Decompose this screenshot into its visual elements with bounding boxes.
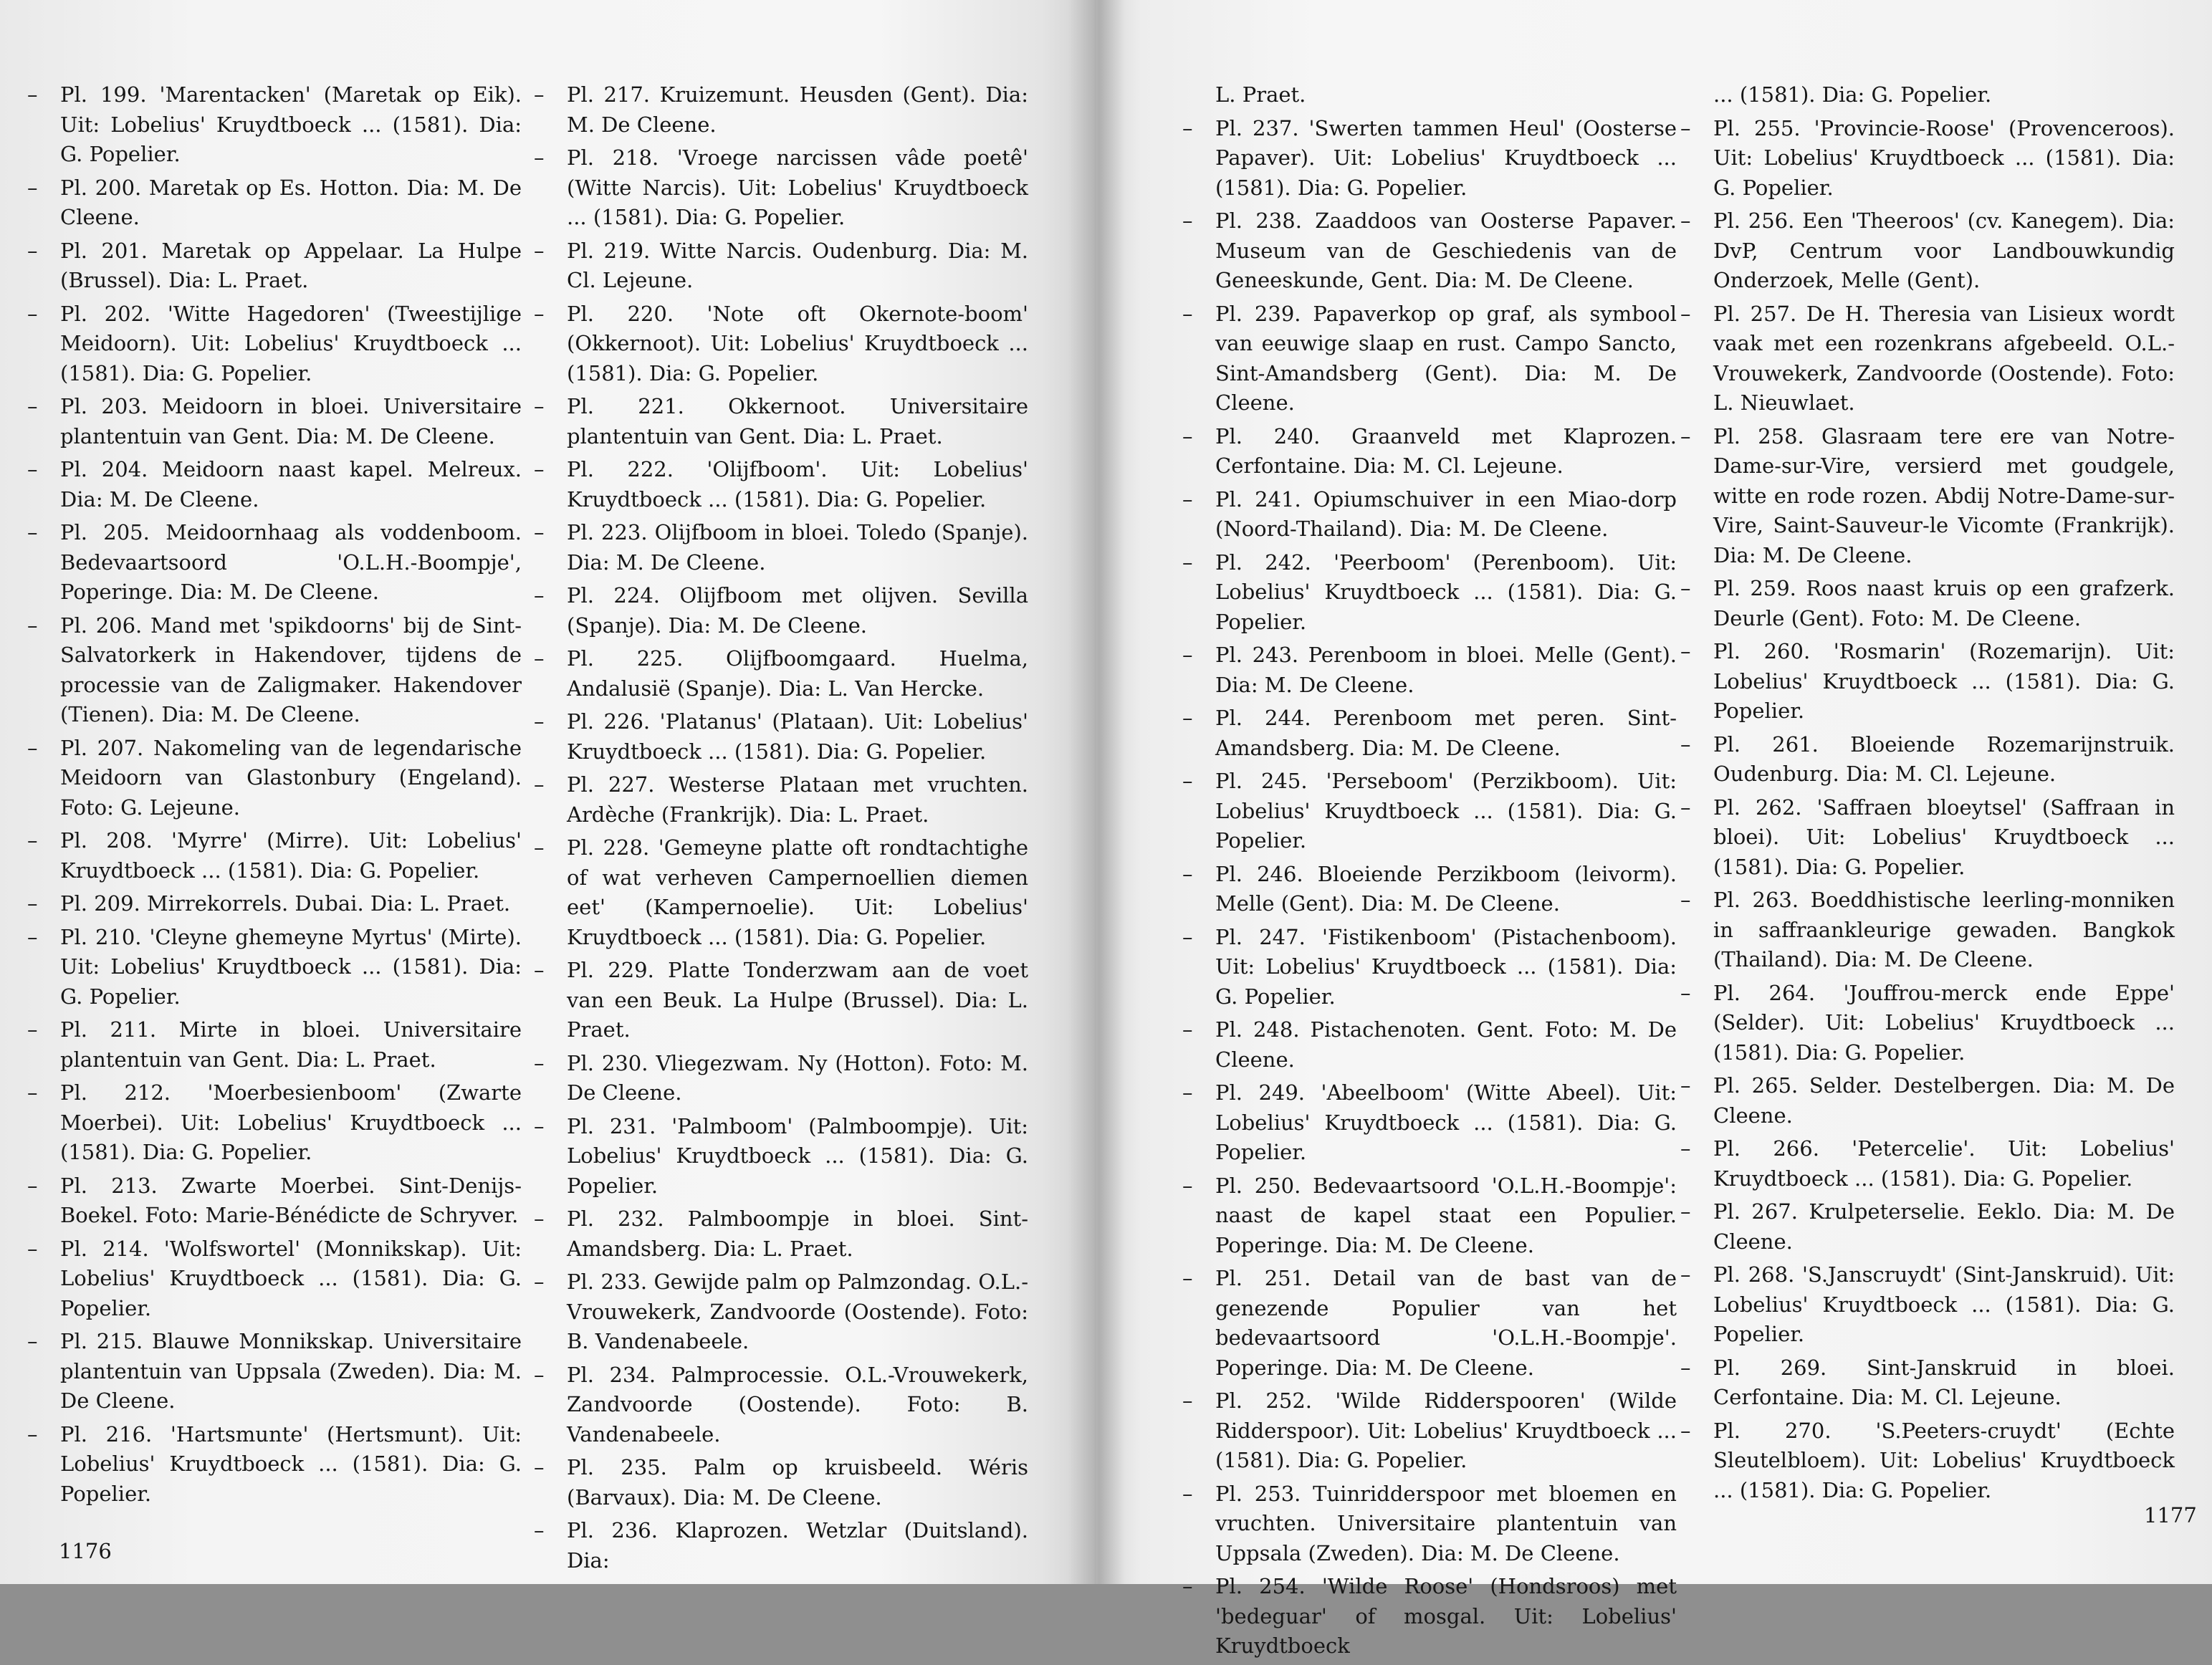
caption-text: Pl. 200. Maretak op Es. Hotton. Dia: M. De Cleene.	[60, 175, 522, 229]
continuation-line: L. Praet.	[1215, 82, 1306, 107]
list-dash: –	[534, 82, 545, 107]
caption-entry	[1680, 1353, 2175, 1413]
list-dash: –	[27, 1421, 38, 1446]
list-dash: –	[1182, 301, 1193, 326]
caption-entry	[27, 299, 522, 389]
list-dash: –	[534, 520, 545, 544]
caption-text: Pl. 234. Palmprocessie. O.L.-Vrouwekerk, Zandvoorde (Oostende). Foto: B. Vandenabeele.	[567, 1362, 1028, 1446]
list-dash: –	[1680, 115, 1691, 140]
list-dash: –	[1182, 423, 1193, 448]
caption-entry	[27, 1420, 522, 1510]
caption-text: Pl. 237. 'Swerten tammen Heul' (Oosterse Papaver). Uit: Lobelius' Kruydtboeck ... (1581). Dia: G. Popelier.	[1215, 115, 1677, 200]
caption-text: Pl. 225. Olijfboomgaard. Huelma, Andalusië (Spanje). Dia: L. Van Hercke.	[567, 646, 1028, 701]
list-dash: –	[27, 1080, 38, 1105]
caption-text: Pl. 220. 'Note oft Okernote-boom' (Okkernoot). Uit: Lobelius' Kruydtboeck ... (1581). Dia: G. Popelier.	[567, 301, 1028, 385]
caption-entry	[27, 734, 522, 823]
list-dash: –	[1182, 208, 1193, 233]
list-dash: –	[1182, 1481, 1193, 1506]
list-dash: –	[1182, 1017, 1193, 1042]
list-dash: –	[27, 613, 38, 638]
caption-entry	[534, 1361, 1028, 1450]
list-dash: –	[1680, 1073, 1691, 1098]
caption-text: Pl. 247. 'Fistikenboom' (Pistachenboom). Uit: Lobelius' Kruydtboeck ... (1581). Dia: G. Popelier.	[1215, 924, 1677, 1009]
caption-text: Pl. 256. Een 'Theeroos' (cv. Kanegem). Dia: DvP, Centrum voor Landbouwkundig Onderzoek, Melle (Gent).	[1713, 208, 2175, 292]
list-dash: –	[1680, 795, 1691, 820]
list-dash: –	[534, 709, 545, 734]
caption-entry	[534, 80, 1028, 140]
caption-text: Pl. 246. Bloeiende Perzikboom (leivorm). Melle (Gent). Dia: M. De Cleene.	[1215, 861, 1677, 916]
list-dash: –	[1680, 888, 1691, 912]
caption-text: Pl. 206. Mand met 'spikdoorns' bij de Sint-Salvatorkerk in Hakendover, tijdens de processie van de Zaligmaker. Hakendover (Tienen). Dia: M. De Cleene.	[60, 613, 522, 726]
caption-entry	[534, 1204, 1028, 1264]
caption-text: Pl. 236. Klaprozen. Wetzlar (Duitsland). Dia:	[567, 1518, 1028, 1573]
list-dash: –	[27, 828, 38, 853]
caption-entry	[27, 826, 522, 886]
caption-entry	[1680, 730, 2175, 790]
caption-entry	[1182, 1264, 1677, 1383]
list-dash: –	[534, 772, 545, 797]
caption-entry	[27, 518, 522, 608]
caption-entry	[27, 1327, 522, 1416]
caption-entry	[1680, 1134, 2175, 1194]
list-dash: –	[27, 457, 38, 481]
list-dash: –	[27, 82, 38, 107]
caption-text: Pl. 216. 'Hartsmunte' (Hertsmunt). Uit: Lobelius' Kruydtboeck ... (1581). Dia: G. Popelier.	[60, 1421, 522, 1506]
list-dash: –	[534, 646, 545, 671]
list-dash: –	[1182, 1574, 1193, 1598]
caption-entry	[27, 1015, 522, 1075]
caption-entry	[1182, 1015, 1677, 1075]
caption-entry	[534, 1516, 1028, 1575]
caption-entry	[534, 1453, 1028, 1512]
list-dash: –	[1182, 486, 1193, 512]
caption-entry	[1182, 1572, 1677, 1661]
caption-entry	[1182, 1386, 1677, 1476]
caption-entry	[534, 392, 1028, 451]
list-dash: –	[534, 1113, 545, 1138]
caption-text: Pl. 207. Nakomeling van de legendarische Meidoorn van Glastonbury (Engeland). Foto: G. Lejeune.	[60, 735, 522, 820]
caption-text: Pl. 222. 'Olijfboom'. Uit: Lobelius' Kruydtboeck ... (1581). Dia: G. Popelier.	[567, 457, 1028, 512]
list-dash: –	[534, 145, 545, 170]
caption-entry	[1680, 574, 2175, 633]
caption-text: Pl. 238. Zaaddoos van Oosterse Papaver. Museum van de Geschiedenis van de Geneeskunde, Gent. Dia: M. De Cleene.	[1215, 208, 1677, 292]
list-dash: –	[534, 394, 545, 418]
caption-entry	[1680, 1260, 2175, 1350]
caption-entry	[1680, 1071, 2175, 1131]
list-dash: –	[1182, 1266, 1193, 1290]
caption-entry	[534, 770, 1028, 830]
caption-text: Pl. 212. 'Moerbesienboom' (Zwarte Moerbei). Uit: Lobelius' Kruydtboeck ... (1581). Dia: G. Popelier.	[60, 1080, 522, 1164]
caption-entry	[27, 1171, 522, 1231]
caption-text: Pl. 214. 'Wolfswortel' (Monnikskap). Uit: Lobelius' Kruydtboeck ... (1581). Dia: G. Popelier.	[60, 1236, 522, 1320]
list-dash: –	[1680, 1136, 1691, 1161]
caption-entry	[1680, 1197, 2175, 1257]
list-dash: –	[1680, 208, 1691, 233]
caption-text: Pl. 267. Krulpeterselie. Eeklo. Dia: M. De Cleene.	[1713, 1199, 2175, 1254]
caption-entry	[534, 644, 1028, 704]
caption-text: Pl. 263. Boeddhistische leerling-monniken in saffraankleurige gewaden. Bangkok (Thailand). Dia: M. De Cleene.	[1713, 888, 2175, 971]
caption-entry	[1680, 422, 2175, 571]
caption-text: Pl. 264. 'Jouffrou-merck ende Eppe' (Selder). Uit: Lobelius' Kruydtboeck ... (1581). Dia: G. Popelier.	[1713, 980, 2175, 1065]
caption-text: Pl. 205. Meidoornhaag als voddenboom. Bedevaartsoord 'O.L.H.-Boompje', Poperinge. Dia: M. De Cleene.	[60, 520, 522, 604]
caption-text: Pl. 201. Maretak op Appelaar. La Hulpe (Brussel). Dia: L. Praet.	[60, 238, 522, 292]
caption-column-3	[1182, 80, 1677, 1665]
caption-text: Pl. 266. 'Petercelie'. Uit: Lobelius' Kruydtboeck ... (1581). Dia: G. Popelier.	[1713, 1136, 2175, 1191]
caption-entry	[1182, 640, 1677, 700]
caption-text: Pl. 241. Opiumschuiver in een Miao-dorp (Noord-Thailand). Dia: M. De Cleene.	[1215, 486, 1677, 541]
list-dash: –	[534, 457, 545, 481]
list-dash: –	[534, 1362, 545, 1387]
caption-text: Pl. 208. 'Myrre' (Mirre). Uit: Lobelius' Kruydtboeck ... (1581). Dia: G. Popelier.	[60, 828, 522, 883]
list-dash: –	[1680, 1418, 1691, 1443]
caption-entry	[1680, 1416, 2175, 1506]
caption-entry	[27, 80, 522, 170]
caption-text: Pl. 233. Gewijde palm op Palmzondag. O.L.-Vrouwekerk, Zandvoorde (Oostende). Foto: B. Vandenabeele.	[567, 1270, 1028, 1353]
caption-entry	[534, 455, 1028, 514]
caption-text: Pl. 232. Palmboompje in bloei. Sint-Amandsberg. Dia: L. Praet.	[567, 1206, 1028, 1261]
caption-text: Pl. 231. 'Palmboom' (Palmboompje). Uit: Lobelius' Kruydtboeck ... (1581). Dia: G. Popelier.	[567, 1113, 1028, 1198]
caption-text: Pl. 261. Bloeiende Rozemarijnstruik. Oudenburg. Dia: M. Cl. Lejeune.	[1713, 731, 2175, 786]
list-dash: –	[1182, 1388, 1193, 1413]
list-dash: –	[1680, 731, 1691, 757]
list-dash: –	[1182, 924, 1193, 949]
caption-text: Pl. 258. Glasraam tere ere van Notre-Dame-sur-Vire, versierd met goudgele, witte en rode rozen. Abdij Notre-Dame-sur-Vire, Saint-Sauveur-le Vicomte (Frankrijk). Dia: M. De Cleene.	[1713, 423, 2175, 567]
caption-entry	[1182, 860, 1677, 919]
list-dash: –	[1680, 1355, 1691, 1380]
caption-entry	[534, 1049, 1028, 1108]
caption-text: Pl. 202. 'Witte Hagedoren' (Tweestijlige Meidoorn). Uit: Lobelius' Kruydtboeck ... (1581). Dia: G. Popelier.	[60, 301, 522, 385]
caption-entry	[1680, 886, 2175, 975]
list-dash: –	[534, 1518, 545, 1542]
caption-text: Pl. 243. Perenboom in bloei. Melle (Gent). Dia: M. De Cleene.	[1215, 643, 1677, 697]
caption-entry	[1182, 1171, 1677, 1261]
caption-entry	[27, 923, 522, 1012]
caption-text: Pl. 242. 'Peerboom' (Perenboom). Uit: Lobelius' Kruydtboeck ... (1581). Dia: G. Popelier.	[1215, 550, 1677, 634]
list-dash: –	[27, 175, 38, 200]
list-dash: –	[1680, 1199, 1691, 1224]
caption-text: Pl. 209. Mirrekorrels. Dubai. Dia: L. Praet.	[60, 891, 511, 916]
caption-entry	[1182, 923, 1677, 1012]
caption-entry	[27, 173, 522, 233]
caption-text: Pl. 245. 'Perseboom' (Perzikboom). Uit: Lobelius' Kruydtboeck ... (1581). Dia: G. Popelier.	[1215, 769, 1677, 853]
list-dash: –	[534, 238, 545, 263]
list-dash: –	[27, 301, 38, 326]
caption-entry	[534, 956, 1028, 1045]
left-page	[0, 0, 1096, 1584]
list-dash: –	[27, 1173, 38, 1198]
list-dash: –	[1182, 706, 1193, 730]
list-dash: –	[1182, 550, 1193, 575]
caption-entry	[1182, 114, 1677, 203]
caption-text: Pl. 204. Meidoorn naast kapel. Melreux. Dia: M. De Cleene.	[60, 457, 522, 512]
caption-entry	[1182, 704, 1677, 763]
list-dash: –	[534, 583, 545, 608]
caption-entry	[27, 889, 522, 919]
caption-entry	[534, 299, 1028, 389]
caption-text: Pl. 257. De H. Theresia van Lisieux wordt vaak met een rozenkrans afgebeeld. O.L.-Vrouwekerk, Zandvoorde (Oostende). Foto: L. Nieuwlaet.	[1713, 301, 2175, 415]
caption-text: Pl. 227. Westerse Plataan met vruchten. Ardèche (Frankrijk). Dia: L. Praet.	[567, 772, 1028, 827]
caption-text: Pl. 244. Perenboom met peren. Sint-Amandsberg. Dia: M. De Cleene.	[1215, 706, 1677, 760]
caption-text: Pl. 199. 'Marentacken' (Maretak op Eik). Uit: Lobelius' Kruydtboeck ... (1581). Dia: G. Popelier.	[60, 82, 522, 166]
caption-text: Pl. 235. Palm op kruisbeeld. Wéris (Barvaux). Dia: M. De Cleene.	[567, 1455, 1028, 1510]
list-dash: –	[1680, 639, 1691, 663]
list-dash: –	[534, 1455, 545, 1479]
caption-entry	[534, 833, 1028, 952]
caption-text: Pl. 265. Selder. Destelbergen. Dia: M. De Cleene.	[1713, 1073, 2175, 1128]
list-dash: –	[27, 924, 38, 949]
caption-entry	[1182, 548, 1677, 638]
list-dash: –	[1182, 861, 1193, 886]
caption-text: Pl. 228. 'Gemeyne platte oft rondtachtighe of wat verheven Campernoellien diemen eet' (Kampernoelie). Uit: Lobelius' Kruydtboeck ... (1581). Dia: G. Popelier.	[567, 835, 1028, 949]
caption-text: Pl. 262. 'Saffraen bloeytsel' (Saffraan in bloei). Uit: Lobelius' Kruydtboeck ... (1581). Dia: G. Popelier.	[1713, 795, 2175, 879]
caption-entry	[1182, 422, 1677, 481]
list-dash: –	[27, 891, 38, 916]
caption-text: Pl. 253. Tuinridderspoor met bloemen en vruchten. Universitaire plantentuin van Uppsala (Zweden). Dia: M. De Cleene.	[1215, 1481, 1677, 1565]
caption-text: Pl. 259. Roos naast kruis op een grafzerk. Deurle (Gent). Foto: M. De Cleene.	[1713, 576, 2175, 630]
caption-text: Pl. 250. Bedevaartsoord 'O.L.H.-Boompje': naast de kapel staat een Populier. Poperinge. Dia: M. De Cleene.	[1215, 1173, 1677, 1257]
list-dash: –	[27, 238, 38, 263]
caption-entry	[27, 1234, 522, 1324]
list-dash: –	[27, 735, 38, 760]
list-dash: –	[1182, 769, 1193, 793]
caption-text: Pl. 229. Platte Tonderzwam aan de voet van een Beuk. La Hulpe (Brussel). Dia: L. Praet.	[567, 958, 1028, 1042]
caption-entry	[27, 236, 522, 296]
caption-text: Pl. 218. 'Vroege narcissen vâde poetê' (Witte Narcis). Uit: Lobelius' Kruydtboeck ... (1581). Dia: G. Popelier.	[567, 145, 1028, 229]
caption-text: Pl. 210. 'Cleyne ghemeyne Myrtus' (Mirte). Uit: Lobelius' Kruydtboeck ... (1581). Dia: G. Popelier.	[60, 924, 522, 1009]
caption-entry	[27, 1078, 522, 1168]
caption-entry	[1680, 637, 2175, 726]
caption-text: Pl. 224. Olijfboom met olijven. Sevilla (Spanje). Dia: M. De Cleene.	[567, 583, 1028, 638]
list-dash: –	[27, 1329, 38, 1353]
list-dash: –	[534, 835, 545, 860]
list-dash: –	[534, 1050, 545, 1075]
caption-text: Pl. 248. Pistachenoten. Gent. Foto: M. De Cleene.	[1215, 1017, 1677, 1072]
list-dash: –	[534, 301, 545, 326]
caption-text: Pl. 240. Graanveld met Klaprozen. Cerfontaine. Dia: M. Cl. Lejeune.	[1215, 423, 1677, 478]
caption-entry	[1182, 299, 1677, 418]
caption-entry	[1182, 206, 1677, 296]
caption-entry	[534, 707, 1028, 767]
list-dash: –	[1182, 115, 1193, 140]
caption-entry	[1680, 114, 2175, 203]
list-dash: –	[534, 1206, 545, 1231]
list-dash: –	[1182, 643, 1193, 667]
caption-entry	[534, 518, 1028, 577]
list-dash: –	[27, 520, 38, 544]
caption-entry	[1680, 793, 2175, 883]
caption-text: Pl. 219. Witte Narcis. Oudenburg. Dia: M. Cl. Lejeune.	[567, 238, 1028, 292]
caption-text: Pl. 260. 'Rosmarin' (Rozemarijn). Uit: Lobelius' Kruydtboeck ... (1581). Dia: G. Popelier.	[1713, 639, 2175, 723]
caption-entry	[534, 143, 1028, 233]
caption-text: Pl. 211. Mirte in bloei. Universitaire plantentuin van Gent. Dia: L. Praet.	[60, 1017, 522, 1072]
caption-entry	[1680, 299, 2175, 418]
caption-text: Pl. 230. Vliegezwam. Ny (Hotton). Foto: M. De Cleene.	[567, 1050, 1028, 1105]
caption-entry	[534, 1112, 1028, 1201]
caption-entry	[534, 581, 1028, 640]
list-dash: –	[1680, 576, 1691, 600]
caption-text: Pl. 254. 'Wilde Roose' (Hondsroos) met 'bedeguar' of mosgal. Uit: Lobelius' Kruydtboeck	[1215, 1574, 1677, 1658]
list-dash: –	[1680, 423, 1691, 448]
list-dash: –	[1680, 1262, 1691, 1287]
caption-entry	[27, 611, 522, 730]
list-dash: –	[534, 1270, 545, 1294]
caption-text: Pl. 249. 'Abeelboom' (Witte Abeel). Uit: Lobelius' Kruydtboeck ... (1581). Dia: G. Popelier.	[1215, 1080, 1677, 1164]
list-dash: –	[27, 1017, 38, 1042]
list-dash: –	[27, 1236, 38, 1261]
list-dash: –	[1680, 301, 1691, 326]
caption-entry	[1182, 1479, 1677, 1569]
caption-entry	[1182, 485, 1677, 544]
continuation-line: ... (1581). Dia: G. Popelier.	[1713, 82, 1992, 107]
caption-entry	[1182, 767, 1677, 856]
caption-column-4	[1680, 80, 2175, 1509]
caption-entry	[534, 236, 1028, 296]
caption-text: Pl. 215. Blauwe Monnikskap. Universitaire plantentuin van Uppsala (Zweden). Dia: M. De Cleene.	[60, 1329, 522, 1413]
page-number-left: 1176	[59, 1539, 112, 1563]
caption-text: Pl. 223. Olijfboom in bloei. Toledo (Spanje). Dia: M. De Cleene.	[567, 520, 1028, 575]
caption-entry	[1680, 979, 2175, 1068]
list-dash: –	[534, 958, 545, 982]
caption-text: Pl. 251. Detail van de bast van de genezende Populier van het bedevaartsoord 'O.L.H.-Boompje'. Poperinge. Dia: M. De Cleene.	[1215, 1266, 1677, 1380]
caption-text: Pl. 213. Zwarte Moerbei. Sint-Denijs-Boekel. Foto: Marie-Bénédicte de Schryver.	[60, 1173, 522, 1227]
caption-entry	[534, 1267, 1028, 1357]
caption-text: Pl. 226. 'Platanus' (Plataan). Uit: Lobelius' Kruydtboeck ... (1581). Dia: G. Popelier.	[567, 709, 1028, 764]
right-page	[1096, 0, 2212, 1658]
list-dash: –	[27, 394, 38, 418]
caption-text: Pl. 221. Okkernoot. Universitaire plantentuin van Gent. Dia: L. Praet.	[567, 394, 1028, 448]
caption-text: Pl. 252. 'Wilde Ridderspooren' (Wilde Ridderspoor). Uit: Lobelius' Kruydtboeck ... (1581). Dia: G. Popelier.	[1215, 1388, 1677, 1472]
caption-entry	[1680, 206, 2175, 296]
caption-text: Pl. 270. 'S.Peeters-cruydt' (Echte Sleutelbloem). Uit: Lobelius' Kruydtboeck ... (1581). Dia: G. Popelier.	[1713, 1418, 2175, 1502]
caption-text: Pl. 239. Papaverkop op graf, als symbool van eeuwige slaap en rust. Campo Sancto, Sint-Amandsberg (Gent). Dia: M. De Cleene.	[1215, 301, 1677, 415]
caption-text: Pl. 203. Meidoorn in bloei. Universitaire plantentuin van Gent. Dia: M. De Cleene.	[60, 394, 522, 448]
caption-column-1	[27, 80, 522, 1512]
list-dash: –	[1182, 1173, 1193, 1198]
caption-entry	[1182, 1078, 1677, 1168]
caption-text: Pl. 268. 'S.Janscruydt' (Sint-Janskruid). Uit: Lobelius' Kruydtboeck ... (1581). Dia: G. Popelier.	[1713, 1262, 2175, 1346]
caption-entry	[27, 455, 522, 514]
caption-column-2	[534, 80, 1028, 1579]
list-dash: –	[1680, 980, 1691, 1005]
caption-text: Pl. 217. Kruizemunt. Heusden (Gent). Dia: M. De Cleene.	[567, 82, 1028, 137]
caption-text: Pl. 269. Sint-Janskruid in bloei. Cerfontaine. Dia: M. Cl. Lejeune.	[1713, 1355, 2175, 1409]
caption-text: Pl. 255. 'Provincie-Roose' (Provenceroos). Uit: Lobelius' Kruydtboeck ... (1581). Dia: G. Popelier.	[1713, 115, 2175, 200]
caption-entry	[27, 392, 522, 451]
page-number-right: 1177	[2144, 1503, 2197, 1527]
list-dash: –	[1182, 1080, 1193, 1105]
